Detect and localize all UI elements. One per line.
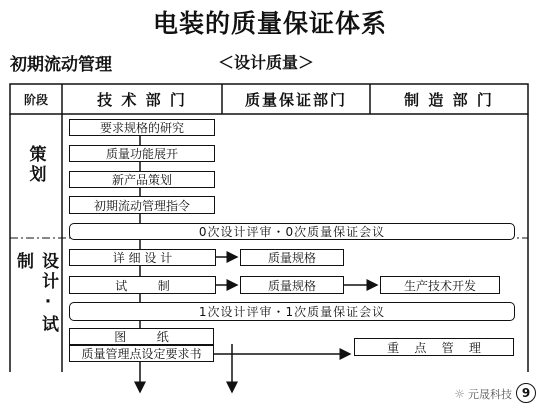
box-prototype: 试 制 bbox=[69, 276, 216, 294]
box-review-0: 0次设计评审・0次质量保证会议 bbox=[69, 223, 515, 240]
phase-plan: 策划 bbox=[25, 145, 46, 185]
box-qc-points-request: 质量管理点设定要求书 bbox=[69, 345, 214, 362]
header-qa-dept: 质量保证部门 bbox=[244, 90, 347, 109]
box-drawing: 图 纸 bbox=[69, 328, 214, 345]
section-subtitle: 初期流动管理 bbox=[10, 55, 112, 75]
box-requirement-study: 要求规格的研究 bbox=[69, 119, 215, 136]
box-new-product-plan: 新产品策划 bbox=[69, 171, 215, 188]
box-key-management: 重 点 管 理 bbox=[354, 338, 514, 356]
header-stage: 阶段 bbox=[23, 92, 48, 107]
page-title: 电装的质量保证体系 bbox=[152, 9, 387, 38]
box-quality-spec-1: 质量规格 bbox=[240, 249, 344, 266]
box-initial-flow-instruction: 初期流动管理指令 bbox=[69, 196, 215, 214]
box-review-1: 1次设计评审・1次质量保证会议 bbox=[69, 302, 515, 321]
page-number: 9 bbox=[516, 383, 536, 403]
watermark-text: 元晟科技 bbox=[468, 388, 512, 401]
box-quality-spec-2: 质量规格 bbox=[240, 276, 344, 294]
phase-design-trial: 设计·试制 bbox=[13, 252, 58, 335]
header-mfg-dept: 制 造 部 门 bbox=[404, 90, 494, 109]
wechat-icon: ☼ bbox=[454, 387, 465, 401]
section-subheading: ＜设计质量＞ bbox=[218, 53, 315, 72]
header-tech-dept: 技 术 部 门 bbox=[97, 90, 187, 109]
box-detail-design: 详 细 设 计 bbox=[69, 249, 216, 266]
watermark bbox=[454, 386, 512, 402]
box-prod-tech-dev: 生产技术开发 bbox=[380, 276, 500, 294]
box-qfd: 质量功能展开 bbox=[69, 145, 215, 162]
